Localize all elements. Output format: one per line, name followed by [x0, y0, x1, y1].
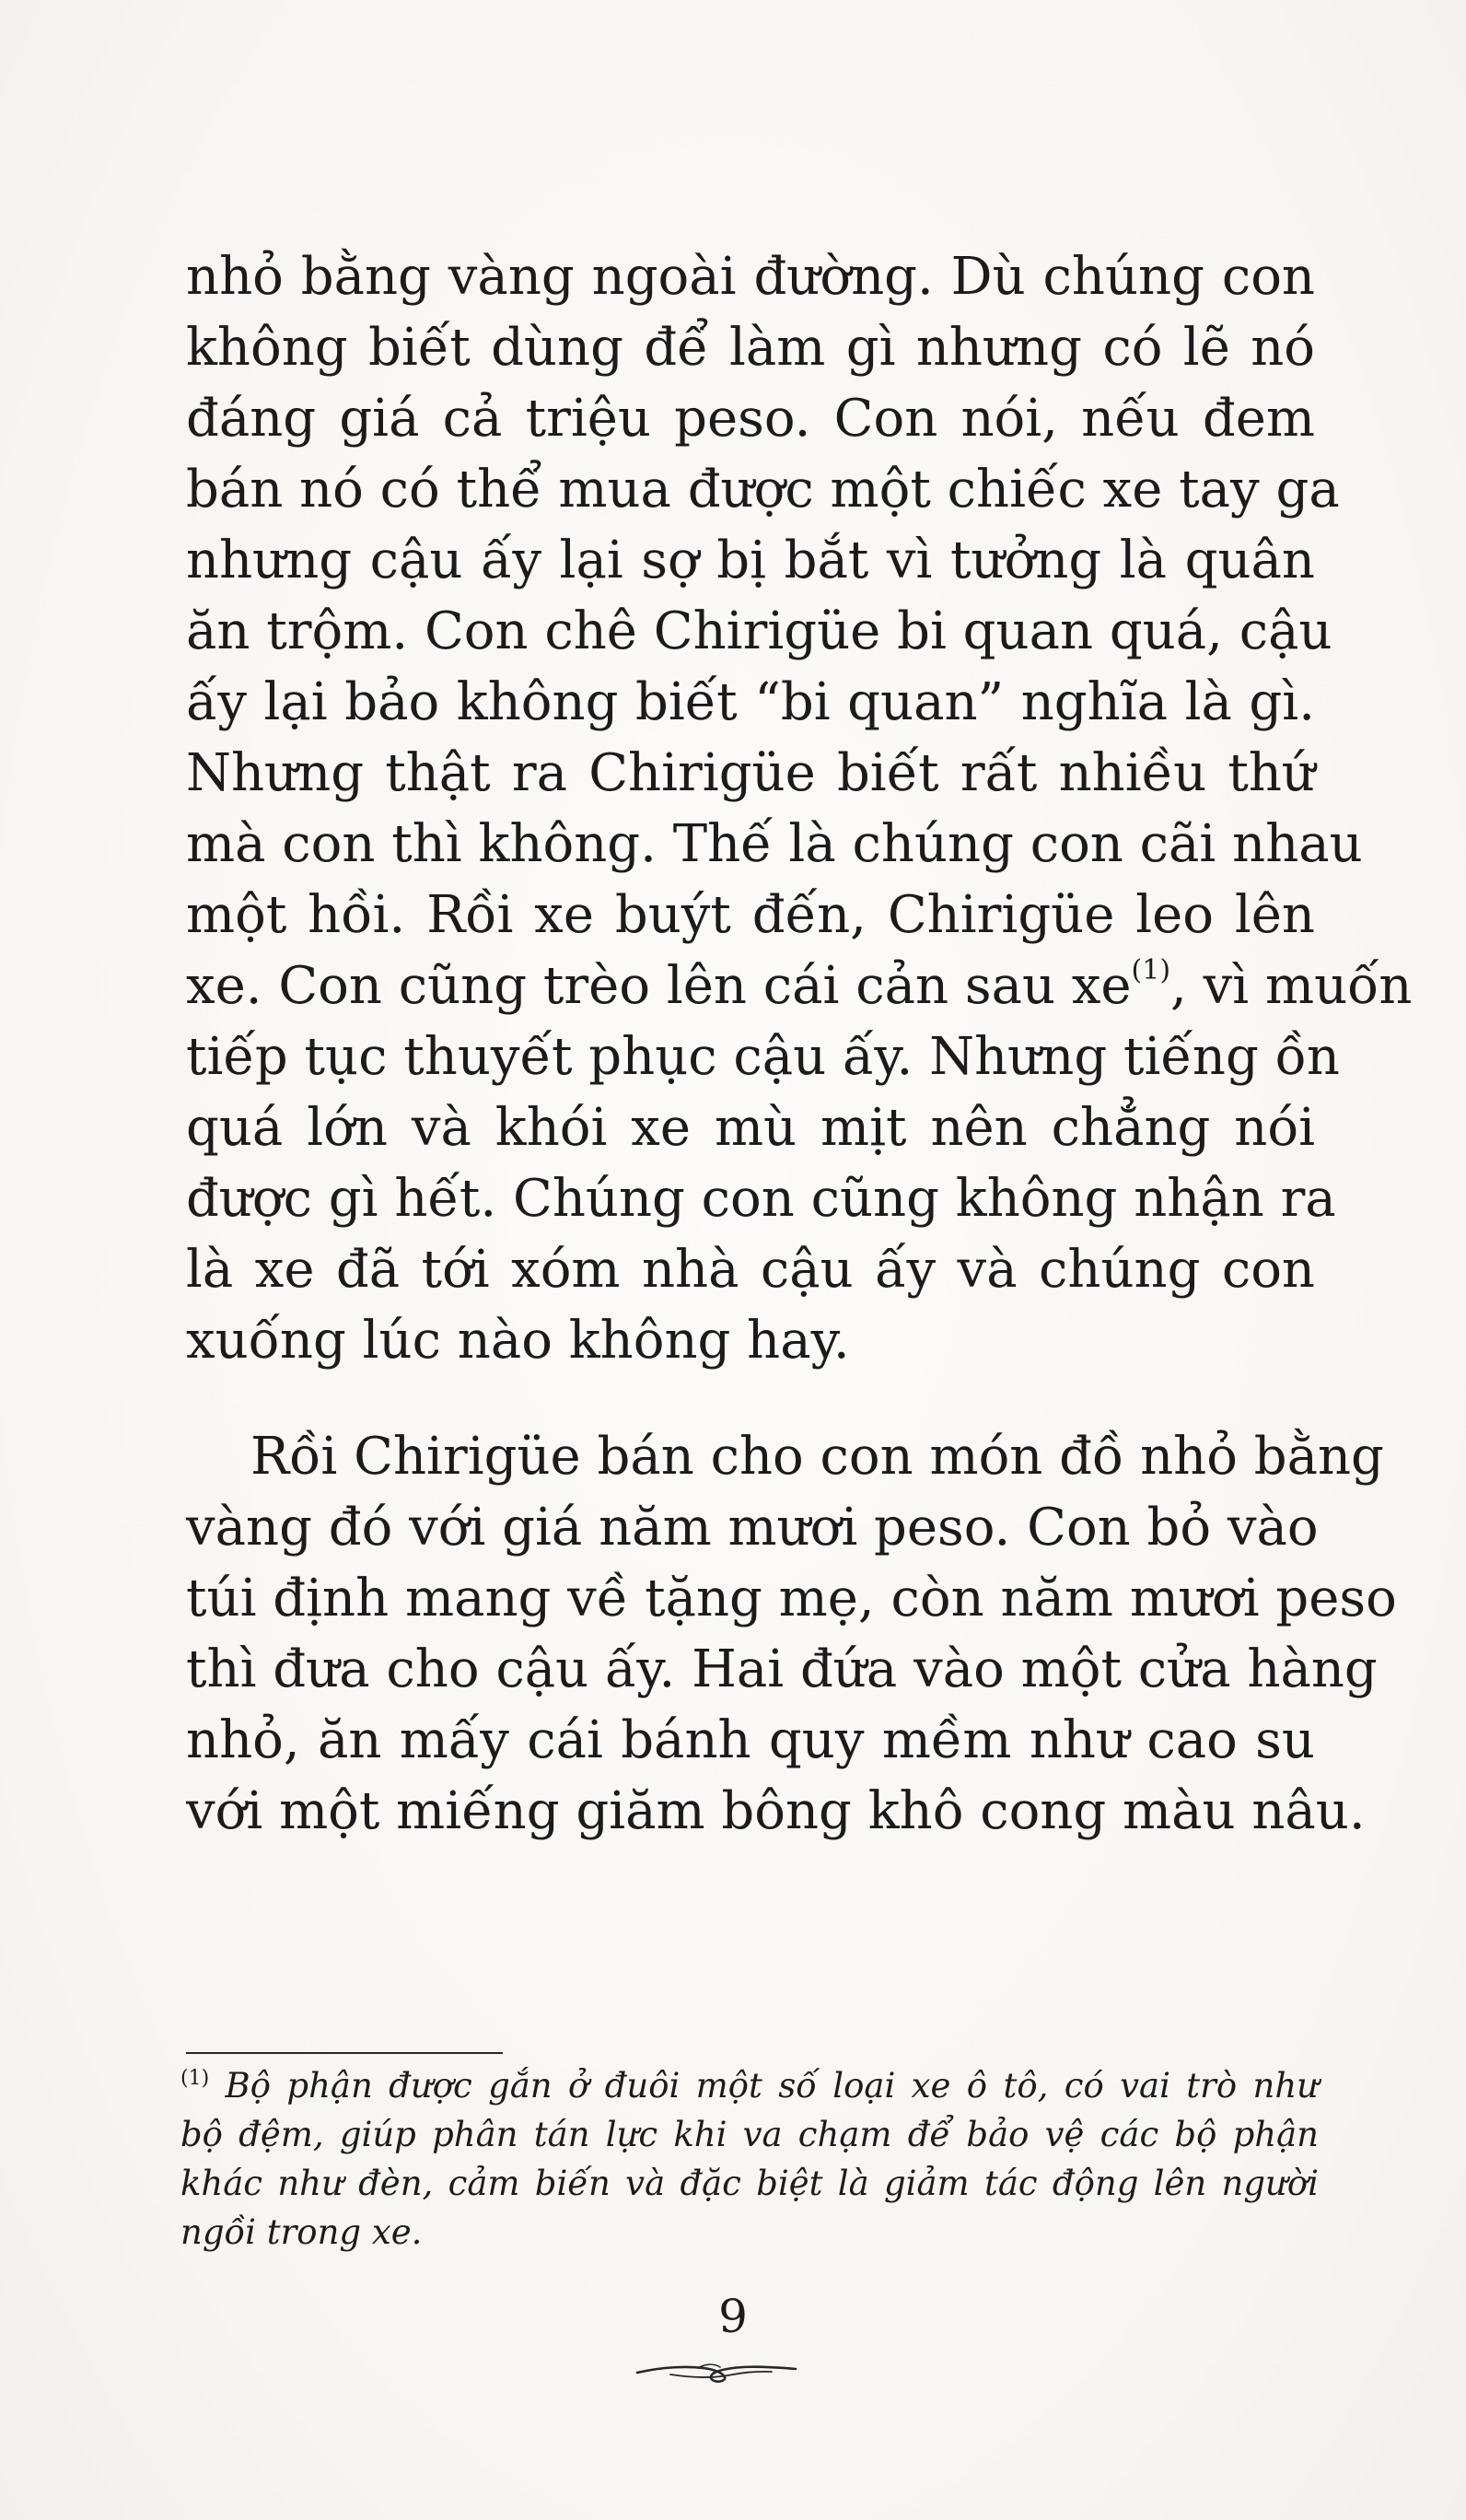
text-line: ấy lại bảo không biết “bi quan” nghĩa là gì. [186, 672, 1315, 732]
footnote [180, 2061, 1319, 2257]
text-line: là xe đã tới xóm nhà cậu ấy và chúng con [186, 1240, 1315, 1300]
footnote-line [180, 2061, 1319, 2110]
text-line: nhỏ, ăn mấy cái bánh quy mềm như cao su [186, 1710, 1315, 1770]
footnote-line: ngồi trong xe. [180, 2212, 423, 2252]
text-line: ăn trộm. Con chê Chirigüe bi quan quá, cậu [186, 601, 1332, 661]
text-line: được gì hết. Chúng con cũng không nhận ra [186, 1169, 1336, 1229]
footnote-text: Bộ phận được gắn ở đuôi một số loại xe ô tô, có vai trò như [209, 2066, 1319, 2106]
paragraph-1 [186, 241, 1413, 1376]
text-line: vàng đó với giá năm mươi peso. Con bỏ vào [186, 1498, 1319, 1558]
text-line: với một miếng giăm bông khô cong màu nâu. [186, 1781, 1366, 1841]
text-line: bán nó có thể mua được một chiếc xe tay ga [186, 460, 1340, 519]
footnote-marker: (1) [180, 2067, 210, 2090]
text-line: mà con thì không. Thế là chúng con cãi nhau [186, 814, 1363, 874]
text-line-with-footnote-ref [186, 951, 1413, 1021]
text-line: không biết dùng để làm gì nhưng có lẽ nó [186, 318, 1315, 378]
text-line: tiếp tục thuyết phục cậu ấy. Nhưng tiếng ồn [186, 1027, 1340, 1087]
text-segment: , vì muốn [1170, 956, 1413, 1016]
footnote-line: bộ đệm, giúp phân tán lực khi va chạm để bảo vệ các bộ phận [180, 2115, 1319, 2154]
paragraph-2 [186, 1421, 1397, 1847]
page-number: 9 [718, 2290, 748, 2343]
footnote-line: khác như đèn, cảm biến và đặc biệt là giảm tác động lên người [180, 2164, 1319, 2203]
text-line: thì đưa cho cậu ấy. Hai đứa vào một cửa hàng [186, 1639, 1378, 1699]
text-line: nhỏ bằng vàng ngoài đường. Dù chúng con [186, 247, 1315, 307]
text-line: một hồi. Rồi xe buýt đến, Chirigüe leo lên [186, 885, 1315, 945]
text-segment: xe. Con cũng trèo lên cái cản sau xe [186, 956, 1132, 1016]
text-line: xuống lúc nào không hay. [186, 1311, 850, 1371]
text-line: Nhưng thật ra Chirigüe biết rất nhiều thứ [186, 743, 1315, 803]
text-line: nhưng cậu ấy lại sợ bị bắt vì tưởng là quân [186, 531, 1315, 590]
text-line: túi định mang về tặng mẹ, còn năm mươi peso [186, 1569, 1397, 1628]
text-line: đáng giá cả triệu peso. Con nói, nếu đem [186, 389, 1315, 449]
footnote-divider [186, 2052, 503, 2054]
footnote-reference[interactable]: (1) [1131, 954, 1171, 986]
text-line: quá lớn và khói xe mù mịt nên chẳng nói [186, 1098, 1315, 1158]
text-line: Rồi Chirigüe bán cho con món đồ nhỏ bằng [250, 1427, 1384, 1487]
swirl-flourish-icon [634, 2354, 799, 2387]
